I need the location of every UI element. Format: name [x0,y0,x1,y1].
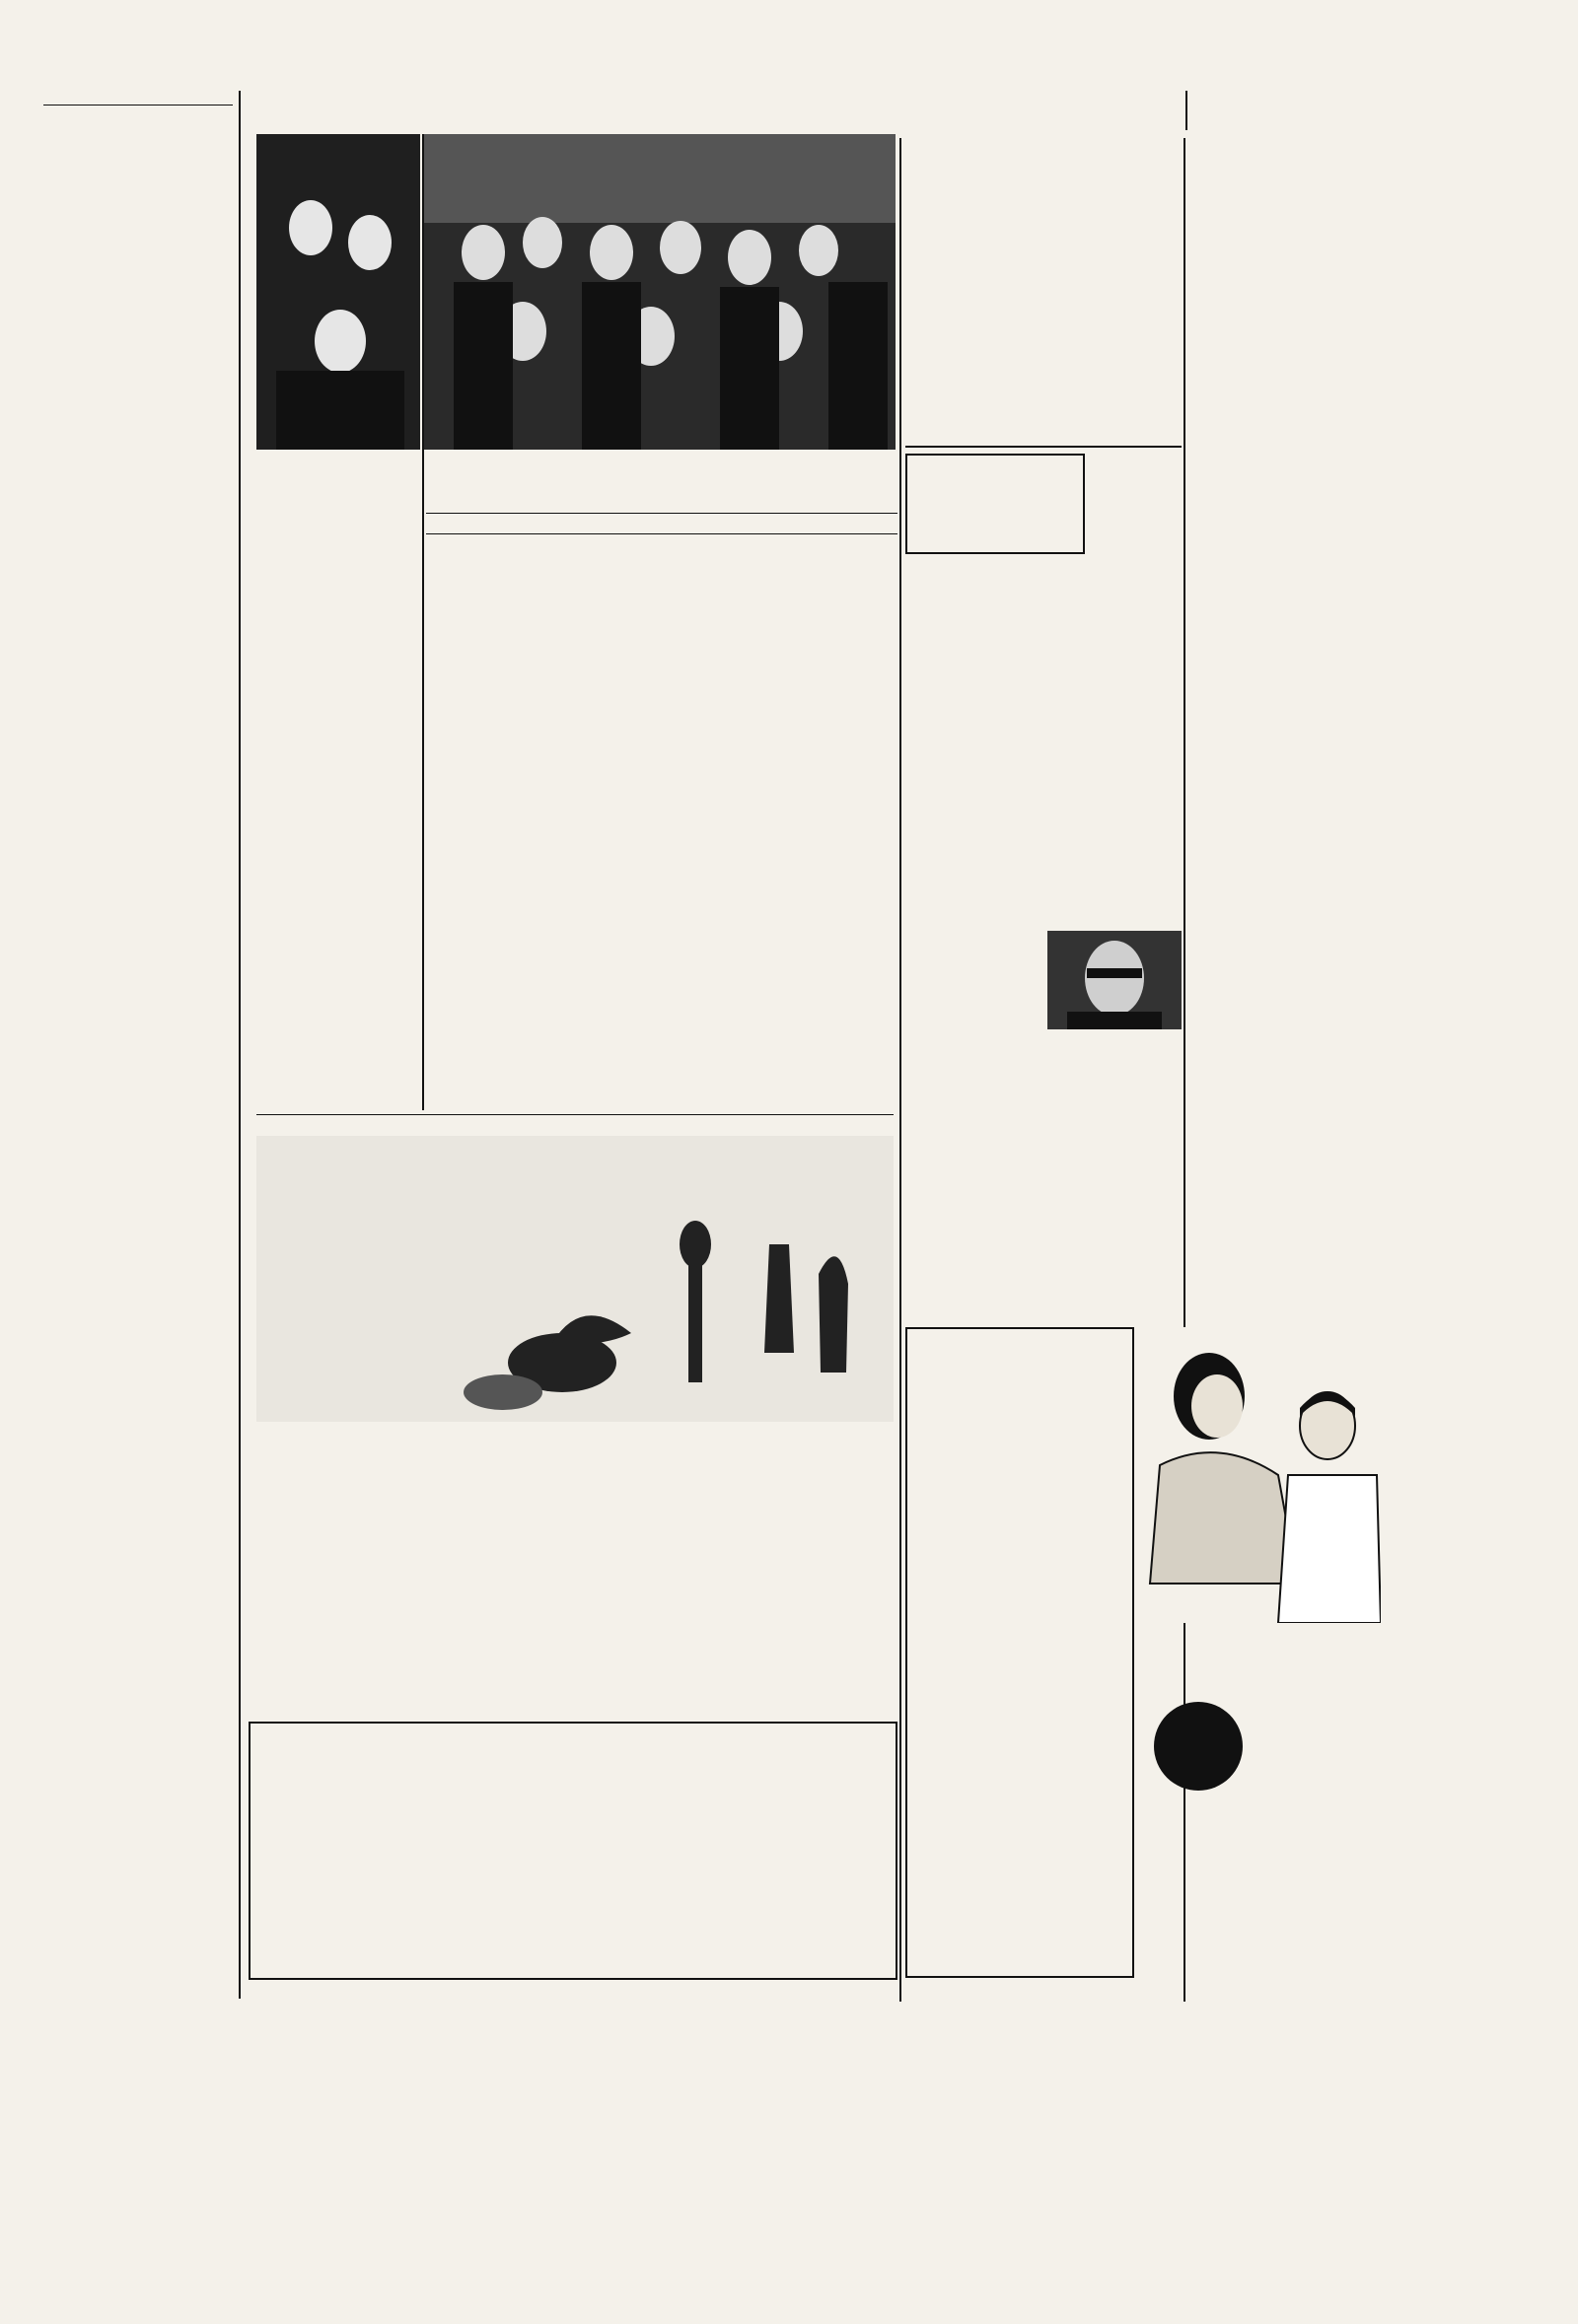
camus-portrait [1047,931,1182,1029]
kamy-title [905,828,1182,887]
cinema-section [43,95,233,1998]
col2-text-block [247,532,414,1144]
kamy-sub [905,891,1182,927]
column-rule [239,91,241,1999]
column-rule [422,134,424,1110]
protest-body [430,696,896,1110]
symphonia-body [905,592,1085,820]
center-headline [426,85,1185,138]
column-rule [899,138,901,2002]
kamy-body [905,931,1043,1059]
column-rule [1185,91,1187,130]
promo-title [249,1432,424,1526]
crowd-photo [424,134,896,450]
organ-body [1187,1049,1379,1148]
nivea-illustration [1140,1327,1381,1623]
left-photo [256,134,420,450]
actors-photo [256,134,420,450]
piraiko-article [1187,1152,1379,1325]
kamy-caption [1047,1031,1182,1061]
theatro-body [905,1124,1134,1321]
exhibit-title [256,1114,894,1136]
photo-caption [426,454,897,501]
organ-title [1187,971,1379,1046]
theatro-title [905,1067,1134,1122]
symphonia-title [905,454,1085,554]
protest-headline [430,540,896,647]
anastasa-ad [905,1327,1134,1978]
vravrona-sub [907,243,1180,302]
protest-sub [430,653,896,688]
mid-right-column [1187,134,1381,968]
kamy-photo [1047,931,1182,1029]
main-photo [424,134,896,450]
promo-body [249,1524,424,1712]
anglia-sub [432,1627,657,1666]
section-subtitle [43,101,233,106]
protest-kicker [426,513,897,534]
vravrona-body [905,304,1182,438]
nivea-text [1193,1621,1383,1927]
section-rule [905,446,1182,448]
nivea-footer [1140,1935,1381,1974]
opinion-section [1385,95,1578,1998]
pottery-image [256,1136,894,1422]
vravrona-title-accent [907,134,1180,235]
anglia-body [432,1426,657,1623]
symphonia-sub [905,558,1085,590]
alepous-ad [249,1722,897,1980]
pottery-photo [256,1136,894,1422]
